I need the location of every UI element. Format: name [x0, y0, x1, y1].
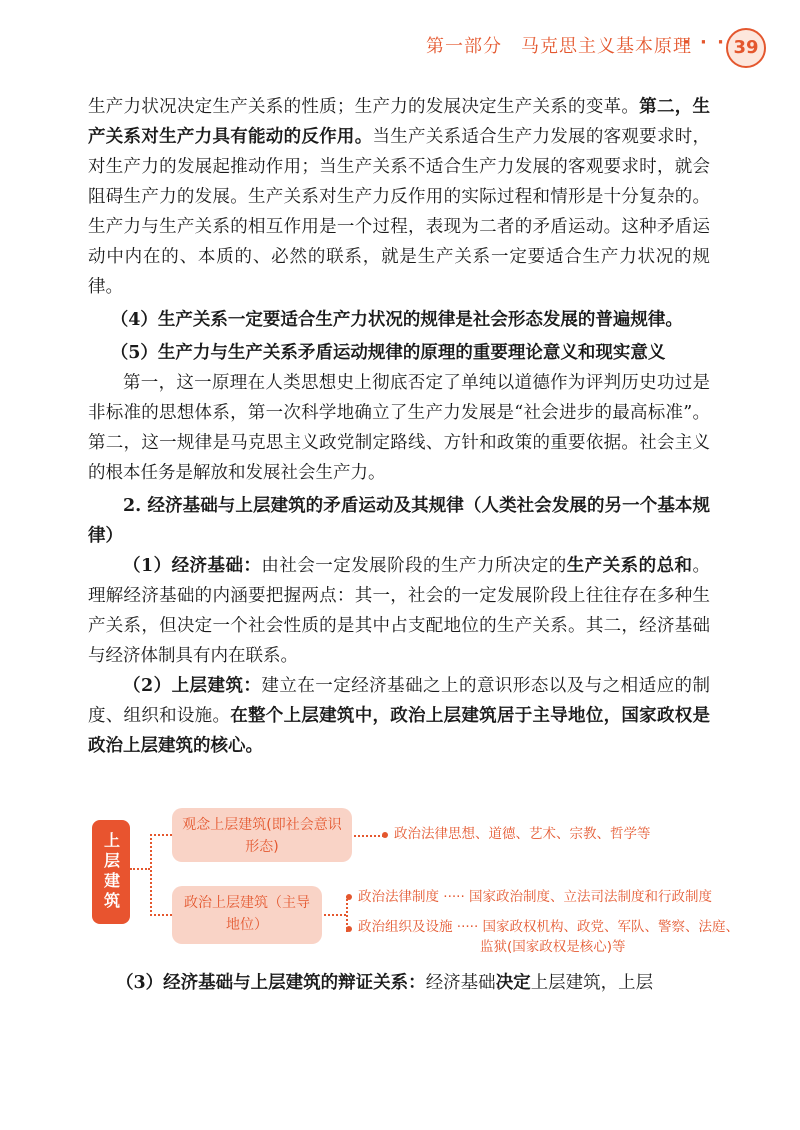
economic-base-text-2: 。理解经济基础的内涵要把握两点：其一，社会的一定发展阶段上往往存在多种生产关系，但决定一个社会性质的是其中占支配地位的生产关系。其二，经济基础与经济体制具有内在联系。 [88, 556, 711, 666]
heading-item-4: （4）生产关系一定要适合生产力状况的规律是社会形态发展的普遍规律。 [110, 310, 683, 330]
dialectical-text-2: 上层建筑，上层 [530, 973, 654, 993]
heading-item-5: （5）生产力与生产关系矛盾运动规律的原理的重要理论意义和现实意义 [110, 343, 666, 363]
page-header [0, 22, 800, 72]
connector [150, 834, 172, 836]
paragraph-superstructure [88, 671, 710, 761]
economic-base-text-1: 由社会一定发展阶段的生产力所决定的 [261, 556, 567, 576]
connector [324, 914, 346, 916]
connector [354, 835, 384, 837]
bullet-dot [346, 926, 352, 932]
political-organization-leaf-2: 监狱(国家政权是核心)等 [480, 939, 626, 955]
section-title: 第一部分 马克思主义基本原理 [426, 36, 692, 57]
political-organization-label: 政治组织及设施 [358, 919, 453, 935]
paragraph-economic-base [88, 551, 710, 671]
ideological-superstructure-node: 观念上层建筑(即社会意识形态) [172, 808, 352, 862]
root-node: 上层建筑 [92, 820, 130, 924]
paragraph-dialectical-relation [88, 968, 710, 998]
p1-text-a: 生产力状况决定生产关系的性质；生产力的发展决定生产关系的变革。 [88, 97, 640, 117]
paragraph-1 [88, 92, 710, 302]
body-text [88, 92, 710, 761]
economic-base-bold: 生产关系的总和 [566, 556, 693, 576]
page-number-badge: 39 [726, 28, 766, 68]
connector [130, 868, 150, 870]
p1-text-c: 当生产关系适合生产力发展的客观要求时，对生产力的发展起推动作用；当生产关系不适合生产力发展的客观要求时，就会阻碍生产力的发展。生产关系对生产力反作用的实际过程和情形是十分复杂的。生产力与生产关系的相互作用是一个过程，表现为二者的矛盾运动。这种矛盾运动中内在的、本质的、必然的联系，就是生产关系一定要适合生产力状况的规律。 [88, 127, 711, 297]
paragraph-5: 第一，这一原理在人类思想史上彻底否定了单纯以道德作为评判历史功过是非标准的思想体系，第一次科学地确立了生产力发展是“社会进步的最高标准”。第二，这一规律是马克思主义政党制定路线、方针和政策的重要依据。社会主义的根本任务是解放和发展社会生产力。 [88, 373, 710, 483]
bullet-dot [382, 832, 388, 838]
superstructure-diagram [92, 808, 740, 958]
ideological-leaf: 政治法律思想、道德、艺术、宗教、哲学等 [394, 826, 651, 842]
p1-bold: 第二，生产关系对生产力具有能动的反作用。 [88, 97, 711, 147]
political-system-detail: 国家政治制度、立法司法制度和行政制度 [469, 889, 713, 905]
superstructure-bold: 在整个上层建筑中，政治上层建筑居于主导地位，国家政权是政治上层建筑的核心。 [88, 706, 711, 756]
dialectical-label: （3）经济基础与上层建筑的辩证关系： [116, 973, 426, 993]
political-superstructure-node: 政治上层建筑（主导地位） [172, 886, 322, 944]
political-system-leaf: 政治法律制度 ····· 国家政治制度、立法司法制度和行政制度 [358, 889, 713, 905]
connector [150, 834, 152, 916]
heading-section-2: 2. 经济基础与上层建筑的矛盾运动及其规律（人类社会发展的另一个基本规律） [88, 496, 710, 546]
superstructure-label: （2）上层建筑： [123, 676, 262, 696]
header-dots: · · · [682, 32, 726, 53]
political-system-label: 政治法律制度 [358, 889, 439, 905]
connector [150, 914, 172, 916]
superstructure-text: 建立在一定经济基础之上的意识形态以及与之相适应的制度、组织和设施。 [88, 676, 710, 726]
bullet-dot [346, 894, 352, 900]
economic-base-label: （1）经济基础： [123, 556, 262, 576]
dialectical-bold: 决定 [495, 973, 531, 993]
political-organization-detail-1: 国家政权机构、政党、军队、警察、法庭、 [482, 919, 740, 935]
dialectical-text-1: 经济基础 [425, 973, 496, 993]
political-organization-leaf: 政治组织及设施 ····· 国家政权机构、政党、军队、警察、法庭、 [358, 919, 740, 935]
